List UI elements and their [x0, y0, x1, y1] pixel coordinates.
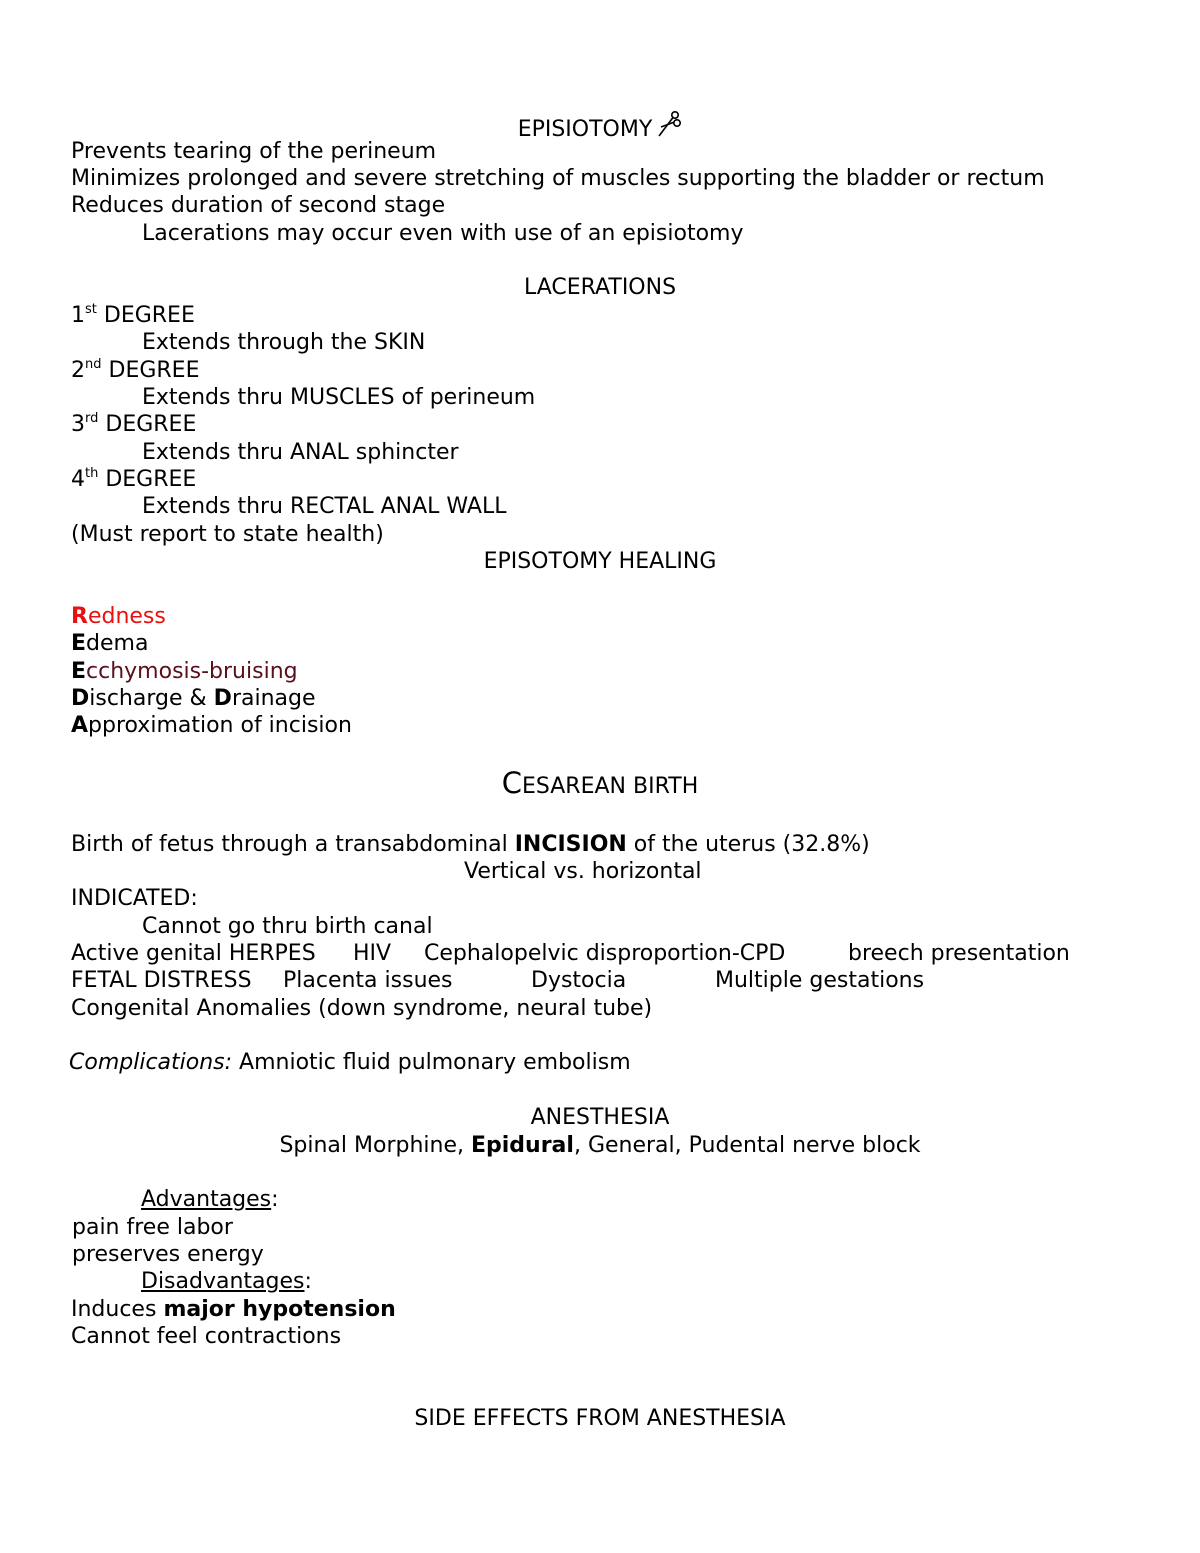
indicated-sub: Cannot go thru birth canal: [142, 914, 433, 939]
indication-herpes: Active genital HERPES: [71, 941, 316, 966]
lacerations-note: (Must report to state health): [71, 522, 384, 547]
complications: Complications: Amniotic fluid pulmonary embolism: [69, 1050, 631, 1075]
indication-fetal-distress: FETAL DISTRESS: [71, 968, 252, 993]
cesarean-title: CESAREAN BIRTH: [501, 766, 699, 800]
indication-dystocia: Dystocia: [531, 968, 627, 993]
degree-4-desc: Extends thru RECTAL ANAL WALL: [142, 494, 507, 519]
lacerations-title: LACERATIONS: [523, 275, 677, 300]
healing-item-discharge: Discharge & Drainage: [71, 686, 316, 711]
healing-item-ecchymosis: Ecchymosis-bruising: [71, 659, 298, 684]
healing-item-redness: Redness: [71, 604, 166, 629]
anesthesia-types: Spinal Morphine, Epidural, General, Pudental nerve block: [279, 1133, 921, 1158]
degree-4-heading: 4th DEGREE: [71, 466, 197, 492]
healing-title: EPISOTOMY HEALING: [483, 549, 717, 574]
cesarean-vs: Vertical vs. horizontal: [464, 859, 702, 884]
healing-item-edema: Edema: [71, 631, 149, 656]
anesthesia-title: ANESTHESIA: [530, 1105, 670, 1130]
advantage-2: preserves energy: [72, 1242, 264, 1267]
disadvantage-1: Induces major hypotension: [71, 1297, 396, 1322]
degree-2-heading: 2nd DEGREE: [71, 357, 200, 383]
episiotomy-title: EPISIOTOMY: [0, 110, 1200, 145]
indication-hiv: HIV: [353, 941, 392, 966]
scissors-icon: [656, 110, 682, 145]
episiotomy-note: Lacerations may occur even with use of an episiotomy: [142, 221, 744, 246]
congenital-anomalies: Congenital Anomalies (down syndrome, neural tube): [71, 996, 653, 1021]
cesarean-definition: Birth of fetus through a transabdominal INCISION of the uterus (32.8%): [71, 832, 870, 857]
indication-placenta: Placenta issues: [283, 968, 453, 993]
degree-1-desc: Extends through the SKIN: [142, 330, 426, 355]
side-effects-title: SIDE EFFECTS FROM ANESTHESIA: [414, 1406, 786, 1431]
healing-item-approximation: Approximation of incision: [71, 713, 352, 738]
indication-cpd: Cephalopelvic disproportion-CPD: [424, 941, 786, 966]
degree-3-heading: 3rd DEGREE: [71, 411, 197, 437]
indicated-label: INDICATED:: [71, 886, 198, 911]
degree-3-desc: Extends thru ANAL sphincter: [142, 440, 459, 465]
episiotomy-line-3: Reduces duration of second stage: [71, 193, 446, 218]
episiotomy-line-1: Prevents tearing of the perineum: [71, 139, 437, 164]
episiotomy-line-2: Minimizes prolonged and severe stretching of muscles supporting the bladder or rectum: [71, 166, 1045, 191]
disadvantage-2: Cannot feel contractions: [71, 1324, 342, 1349]
advantage-1: pain free labor: [72, 1215, 233, 1240]
indication-breech: breech presentation: [848, 941, 1070, 966]
degree-2-desc: Extends thru MUSCLES of perineum: [142, 385, 536, 410]
indication-multiple: Multiple gestations: [715, 968, 925, 993]
degree-1-heading: 1st DEGREE: [71, 302, 195, 328]
